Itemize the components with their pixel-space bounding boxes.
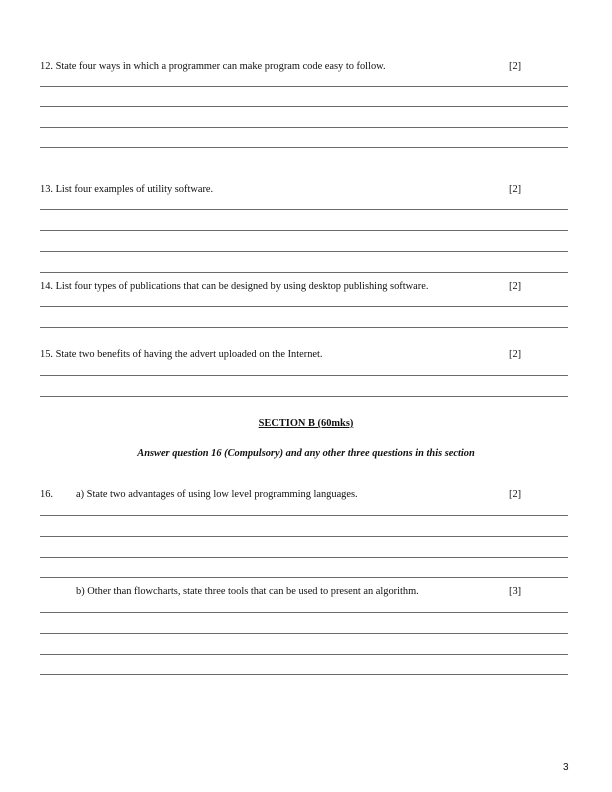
- answer-line[interactable]: [40, 327, 568, 328]
- page-number: 3: [563, 762, 569, 773]
- question-16b-marks: [3]: [509, 586, 522, 597]
- question-13-marks: [2]: [509, 184, 522, 195]
- question-15-marks: [2]: [509, 349, 522, 360]
- answer-line[interactable]: [40, 306, 568, 307]
- answer-line[interactable]: [40, 106, 568, 107]
- answer-line[interactable]: [40, 396, 568, 397]
- question-14-marks: [2]: [509, 281, 522, 292]
- answer-line[interactable]: [40, 272, 568, 273]
- answer-line[interactable]: [40, 209, 568, 210]
- answer-line[interactable]: [40, 577, 568, 578]
- section-b-heading: SECTION B (60mks): [258, 418, 354, 429]
- answer-line[interactable]: [40, 536, 568, 537]
- answer-line[interactable]: [40, 612, 568, 613]
- answer-line[interactable]: [40, 557, 568, 558]
- answer-line[interactable]: [40, 86, 568, 87]
- question-16a-text: a) State two advantages of using low level programming languages.: [76, 489, 358, 500]
- answer-line[interactable]: [40, 654, 568, 655]
- question-13-text: 13. List four examples of utility software.: [40, 184, 214, 195]
- question-16-number: 16.: [40, 489, 53, 500]
- section-b-instruction: Answer question 16 (Compulsory) and any other three questions in this section: [137, 448, 475, 459]
- answer-line[interactable]: [40, 515, 568, 516]
- answer-line[interactable]: [40, 375, 568, 376]
- answer-line[interactable]: [40, 674, 568, 675]
- answer-line[interactable]: [40, 251, 568, 252]
- answer-line[interactable]: [40, 127, 568, 128]
- question-14-text: 14. List four types of publications that can be designed by using desktop publishing software.: [40, 281, 429, 292]
- answer-line[interactable]: [40, 230, 568, 231]
- question-12-text: 12. State four ways in which a programmer can make program code easy to follow.: [40, 61, 386, 72]
- question-12-marks: [2]: [509, 61, 522, 72]
- answer-line[interactable]: [40, 633, 568, 634]
- answer-line[interactable]: [40, 147, 568, 148]
- question-16a-marks: [2]: [509, 489, 522, 500]
- question-15-text: 15. State two benefits of having the advert uploaded on the Internet.: [40, 349, 323, 360]
- question-16b-text: b) Other than flowcharts, state three tools that can be used to present an algorithm.: [76, 586, 419, 597]
